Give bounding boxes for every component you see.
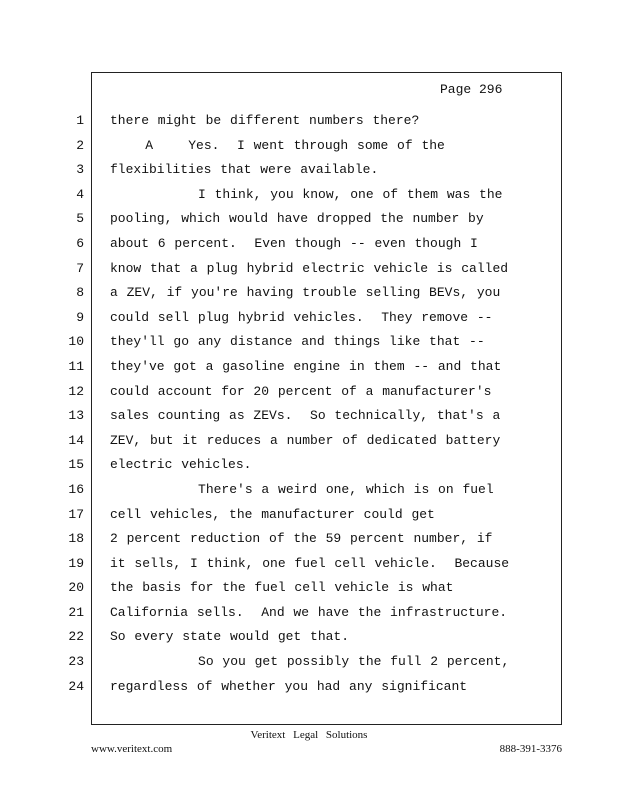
transcript-line: cell vehicles, the manufacturer could get [110,506,435,522]
transcript-line: a ZEV, if you're having trouble selling BEVs, you [110,285,501,301]
transcript-line: could sell plug hybrid vehicles. They remove -- [110,309,493,325]
transcript-line: There's a weird one, which is on fuel [110,481,494,497]
line-number: 13 [68,408,84,424]
transcript-line: it sells, I think, one fuel cell vehicle. Because [110,555,510,571]
line-number: 23 [68,654,84,670]
line-number: 21 [68,604,84,620]
transcript-line: California sells. And we have the infrastructure. [110,604,508,620]
transcript-line: ZEV, but it reduces a number of dedicated battery [110,432,501,448]
transcript-line: could account for 20 percent of a manufacturer's [110,383,492,399]
line-number: 9 [76,309,84,325]
line-number: 20 [68,580,84,596]
line-number: 15 [68,457,84,473]
line-number: 16 [68,481,84,497]
line-number-column [56,112,84,702]
transcript-line: the basis for the fuel cell vehicle is what [110,580,454,596]
transcript-line: I think, you know, one of them was the [110,186,503,202]
transcript-line: flexibilities that were available. [110,162,379,178]
line-number-margin-rule [91,109,92,701]
line-number: 24 [68,678,84,694]
line-number: 6 [76,235,84,251]
line-number: 1 [76,113,84,128]
line-number: 14 [68,432,84,448]
transcript-line: sales counting as ZEVs. So technically, that's a [110,408,501,424]
line-number: 3 [76,162,84,178]
transcript-line: about 6 percent. Even though -- even though I [110,235,478,251]
transcript-line: 2 percent reduction of the 59 percent number, if [110,531,493,547]
line-number: 10 [68,334,84,350]
line-number: 19 [68,555,84,571]
line-number: 22 [68,629,84,645]
transcript-line: pooling, which would have dropped the number by [110,211,484,227]
line-number: 4 [76,186,84,202]
line-number: 7 [76,260,84,276]
line-number: 8 [76,285,84,301]
transcript-line: regardless of whether you had any significant [110,678,468,694]
transcript-line: electric vehicles. [110,457,252,473]
footer-company: Veritext Legal Solutions [250,729,368,741]
footer-website: www.veritext.com [91,743,173,755]
transcript-line: So every state would get that. [110,629,350,645]
transcript-line: they'll go any distance and things like that -- [110,334,485,350]
line-number: 18 [68,531,84,547]
transcript-line: So you get possibly the full 2 percent, [110,654,510,670]
page-number: Page 296 [440,82,503,97]
line-number: 2 [76,137,84,153]
transcript-line: A Yes. I went through some of the [110,137,445,153]
footer-phone: 888-391-3376 [499,743,562,755]
line-number: 5 [76,211,84,227]
line-number: 11 [68,358,84,374]
transcript-line: they've got a gasoline engine in them -- and that [110,358,502,374]
transcript-body [110,112,555,702]
line-number: 12 [68,383,84,399]
line-number: 17 [68,506,84,522]
transcript-line: there might be different numbers there? [110,113,420,128]
transcript-line: know that a plug hybrid electric vehicle is called [110,260,509,276]
